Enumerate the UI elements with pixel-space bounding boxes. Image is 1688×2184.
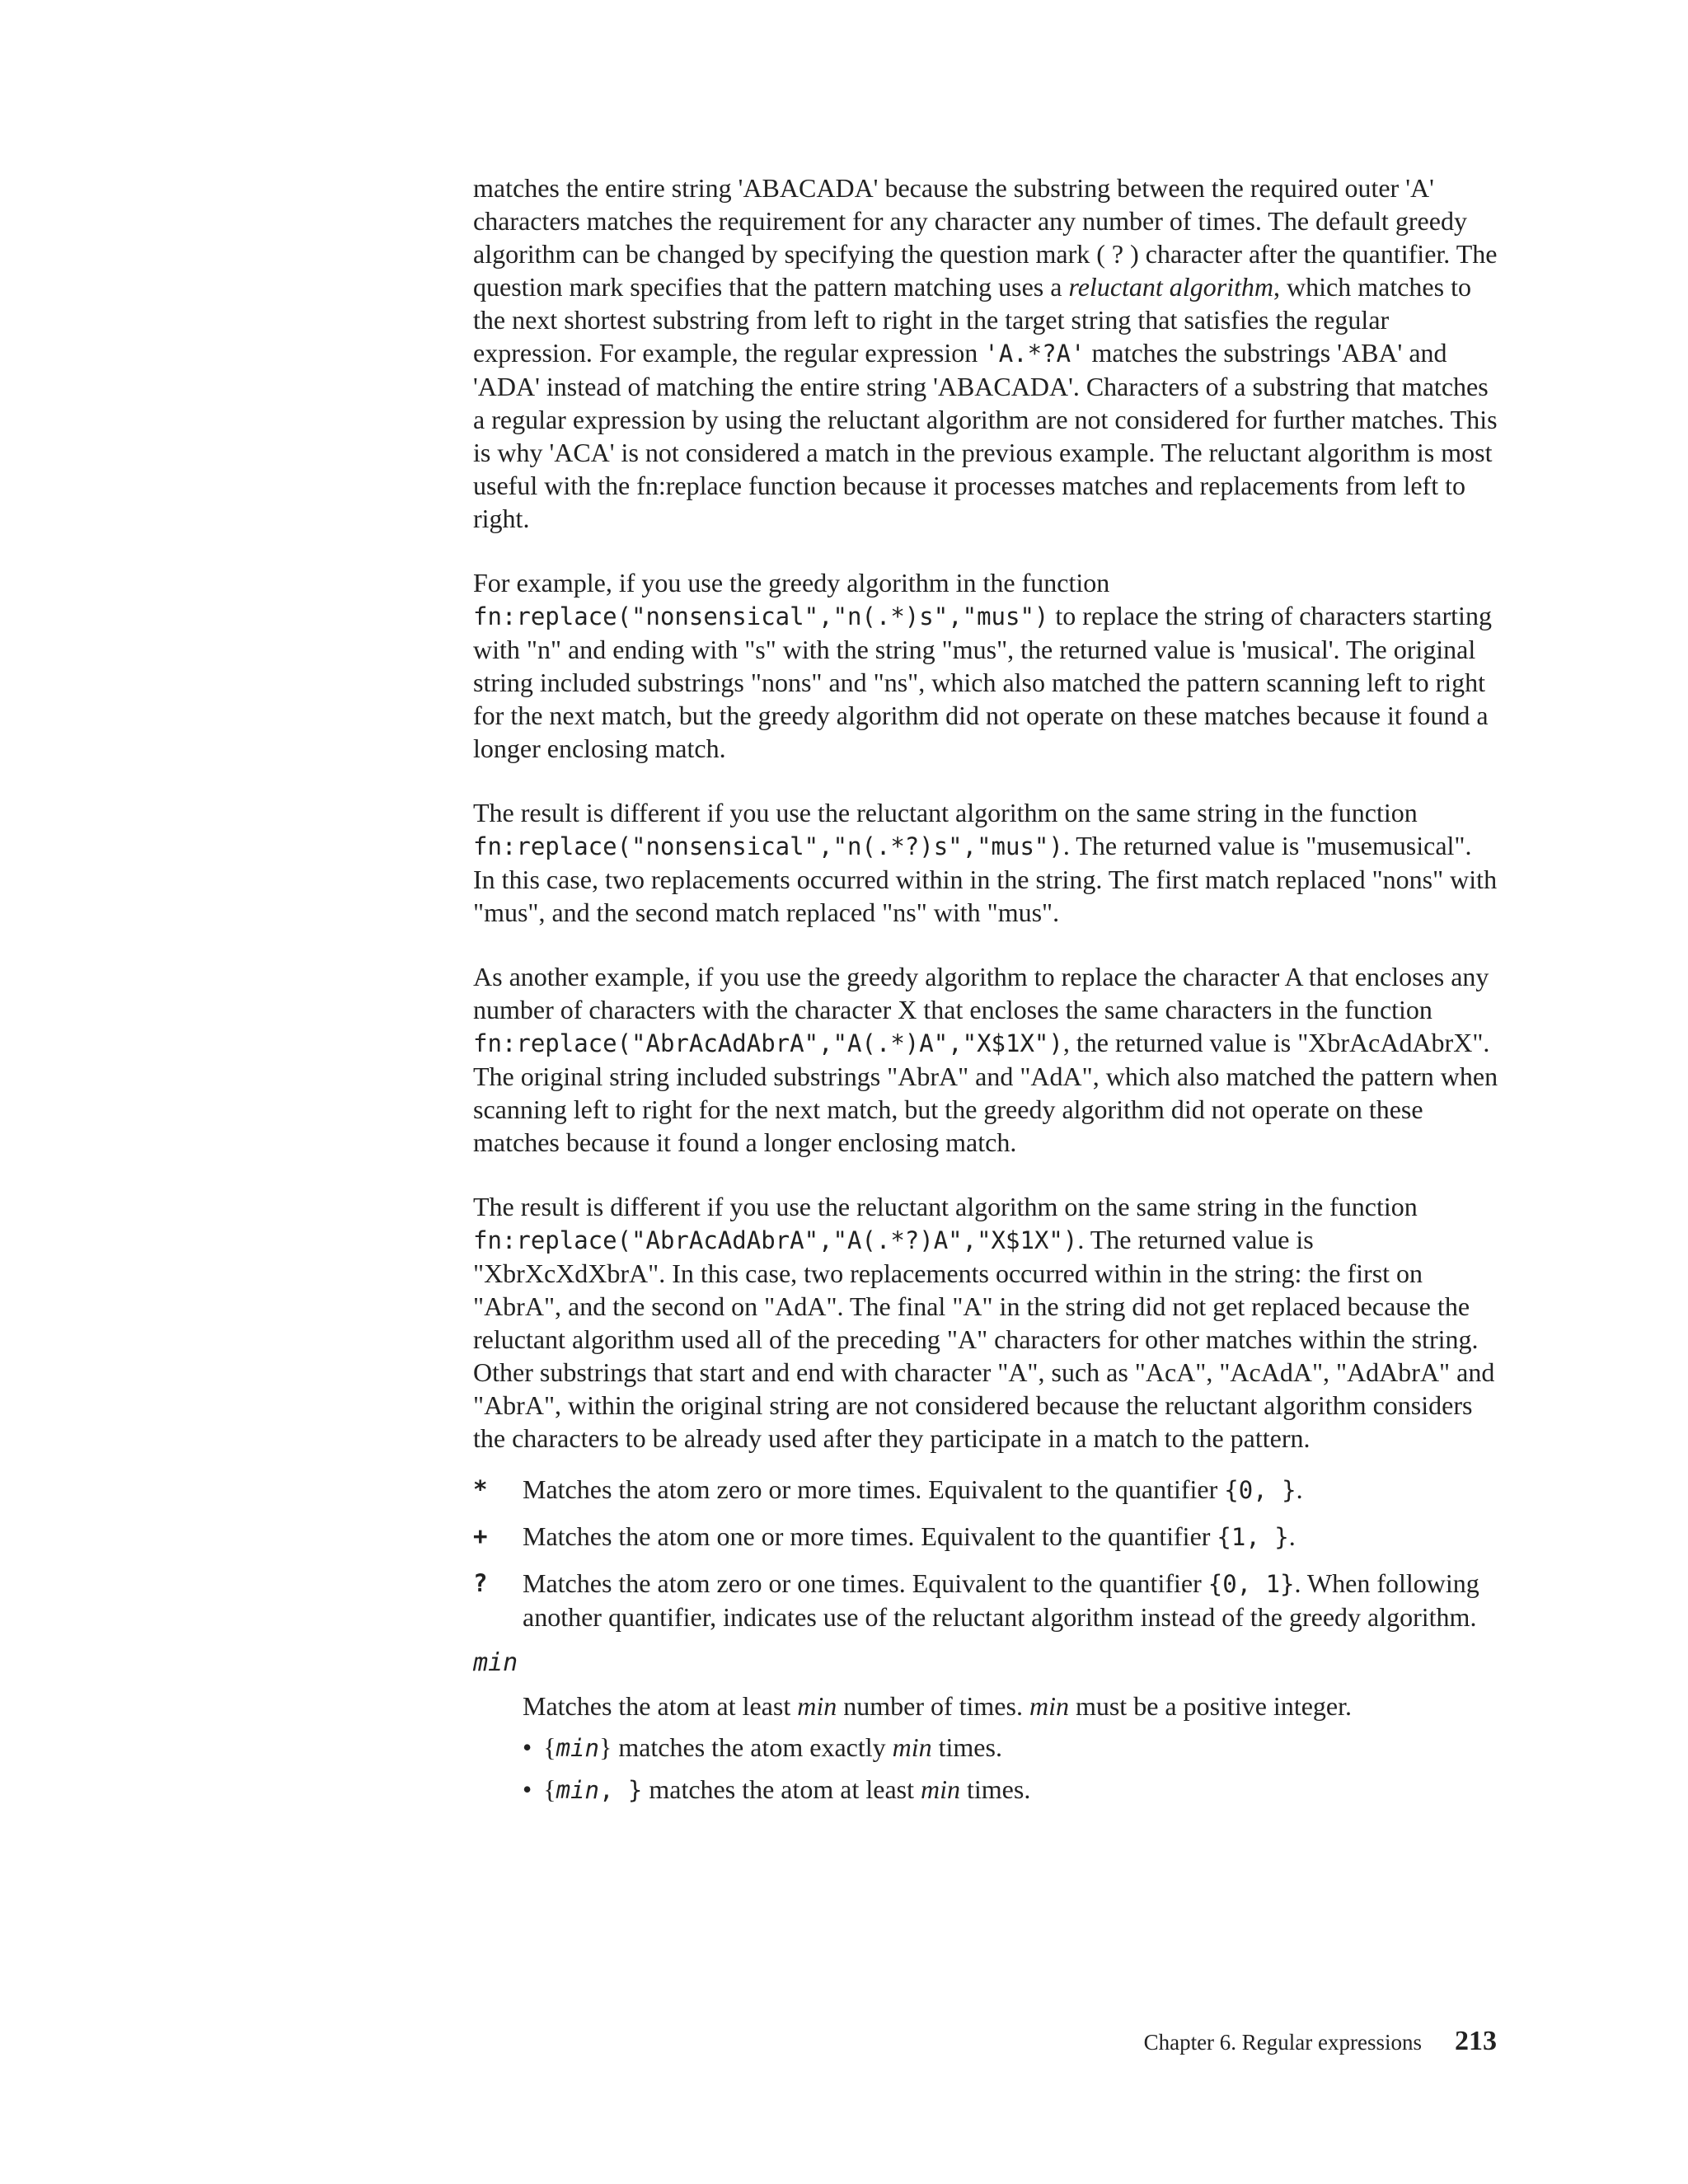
- code-snippet: fn:replace("AbrAcAdAbrA","A(.*?)A","X$1X"): [473, 1226, 1078, 1254]
- text: must be a positive integer.: [1068, 1691, 1352, 1721]
- definition-term: ?: [473, 1569, 488, 1597]
- paragraph-5: [473, 1190, 1500, 1455]
- definition-description: [523, 1567, 1500, 1633]
- text: {: [543, 1774, 556, 1804]
- definition-description: [523, 1520, 1500, 1554]
- text: .: [1288, 1521, 1296, 1551]
- text: , }: [598, 1776, 643, 1804]
- emphasis: reluctant algorithm: [1068, 272, 1274, 302]
- text: number of times.: [837, 1691, 1029, 1721]
- min-description: [523, 1690, 1500, 1722]
- paragraph-1: [473, 171, 1500, 535]
- text: matches the substrings 'ABA' and 'ADA' instead of matching the entire string 'ABACADA'. Characters of a substring that matches a regular expression by using the reluctant algorithm are not considered for further matches. This is why 'ACA' is not considered a match in the previous example. The reluctant algorithm is most useful with the fn:replace function because it processes matches and replacements from left to right.: [473, 338, 1498, 533]
- emphasis: min: [921, 1774, 960, 1804]
- definition-term: +: [473, 1522, 488, 1550]
- paragraph-4: [473, 960, 1500, 1159]
- text: . The returned value is "XbrXcXdXbrA". In this case, two replacements occurred within in the string: the first on "AbrA", and the second on "AdA". The final "A" in the string did not get replaced because the reluctant algorithm used all of the preceding "A" characters for other matches within the string. Other substrings that start and end with character "A", such as "AcA", "AcAdA", "AdAbrA" and "AbrA", within the original string are not considered because the reluctant algorithm considers the characters to be already used after they participate in a match to the pattern.: [473, 1225, 1495, 1453]
- definition-term: *: [473, 1475, 488, 1503]
- paragraph-2: [473, 566, 1500, 765]
- text: For example, if you use the greedy algorithm in the function: [473, 568, 1110, 598]
- emphasis: min: [892, 1732, 932, 1762]
- text: As another example, if you use the greedy algorithm to replace the character A that encloses any number of characters with the character X that encloses the same characters in the function: [473, 962, 1489, 1024]
- text: , the returned value is "XbrAcAdAbrX". The original string included substrings "AbrA" and "AdA", which also matched the pattern when scanning left to right for the next match, but the greedy algorithm did not operate on these matches because it found a longer enclosing match.: [473, 1028, 1498, 1157]
- text: , which matches to the next shortest substring from left to right in the target string that satisfies the regular expression. For example, the regular expression: [473, 272, 1471, 368]
- code-snippet: {1, }: [1217, 1523, 1289, 1551]
- list-item: [523, 1773, 1500, 1807]
- text: times.: [931, 1732, 1002, 1762]
- text: matches the atom at least: [642, 1774, 921, 1804]
- page-footer: [1144, 2026, 1497, 2057]
- code-variable: min: [556, 1776, 599, 1804]
- code-variable: min: [556, 1734, 599, 1762]
- emphasis: min: [797, 1691, 837, 1721]
- text: times.: [960, 1774, 1031, 1804]
- text: to replace the string of characters starting with "n" and ending with "s" with the string "mus", the returned value is 'musical'. The original string included substrings "nons" and "ns", which also matched the pattern scanning left to right for the next match, but the greedy algorithm did not operate on these matches because it found a longer enclosing match.: [473, 601, 1492, 763]
- code-snippet: 'A.*?A': [984, 340, 1085, 368]
- text: matches the atom exactly: [612, 1732, 893, 1762]
- paragraph-3: [473, 796, 1500, 929]
- body-text: [473, 171, 1500, 1815]
- code-snippet: fn:replace("nonsensical","n(.*)s","mus"): [473, 602, 1049, 630]
- definition-plus: [473, 1520, 1500, 1554]
- text: .: [1296, 1474, 1303, 1504]
- definition-question: [473, 1567, 1500, 1633]
- code-snippet: fn:replace("AbrAcAdAbrA","A(.*)A","X$1X"): [473, 1029, 1063, 1057]
- text: Matches the atom zero or one times. Equivalent to the quantifier: [523, 1568, 1208, 1598]
- text: . The returned value is "musemusical". In this case, two replacements occurred within in the string. The first match replaced "nons" with "mus", and the second match replaced "ns" with "mus".: [473, 831, 1498, 927]
- code-snippet: fn:replace("nonsensical","n(.*?)s","mus"): [473, 832, 1063, 860]
- emphasis: min: [1029, 1691, 1069, 1721]
- min-term: min: [473, 1648, 518, 1677]
- definition-star: [473, 1473, 1500, 1507]
- text: Matches the atom one or more times. Equivalent to the quantifier: [523, 1521, 1217, 1551]
- text: Matches the atom zero or more times. Equivalent to the quantifier: [523, 1474, 1225, 1504]
- page-number: 213: [1455, 2026, 1497, 2056]
- text: Matches the atom at least: [523, 1691, 798, 1721]
- text: The result is different if you use the reluctant algorithm on the same string in the function: [473, 1192, 1418, 1221]
- code-snippet: {0, 1}: [1207, 1570, 1295, 1598]
- min-bullet-list: [523, 1731, 1500, 1807]
- text: . When following another quantifier, indicates use of the reluctant algorithm instead of the greedy algorithm.: [523, 1568, 1479, 1632]
- definition-description: [523, 1473, 1500, 1507]
- list-item: [523, 1731, 1500, 1765]
- text: {: [543, 1732, 556, 1762]
- quantifier-definitions: [473, 1473, 1500, 1633]
- text: matches the entire string 'ABACADA' because the substring between the required outer 'A' characters matches the requirement for any character any number of times. The default greedy algorithm can be changed by specifying the question mark ( ? ) character after the quantifier. The question mark specifies that the pattern matching uses a: [473, 173, 1498, 302]
- text: }: [598, 1732, 612, 1762]
- code-snippet: {0, }: [1224, 1476, 1296, 1504]
- chapter-title: Chapter 6. Regular expressions: [1143, 2030, 1422, 2055]
- text: The result is different if you use the reluctant algorithm on the same string in the function: [473, 798, 1418, 827]
